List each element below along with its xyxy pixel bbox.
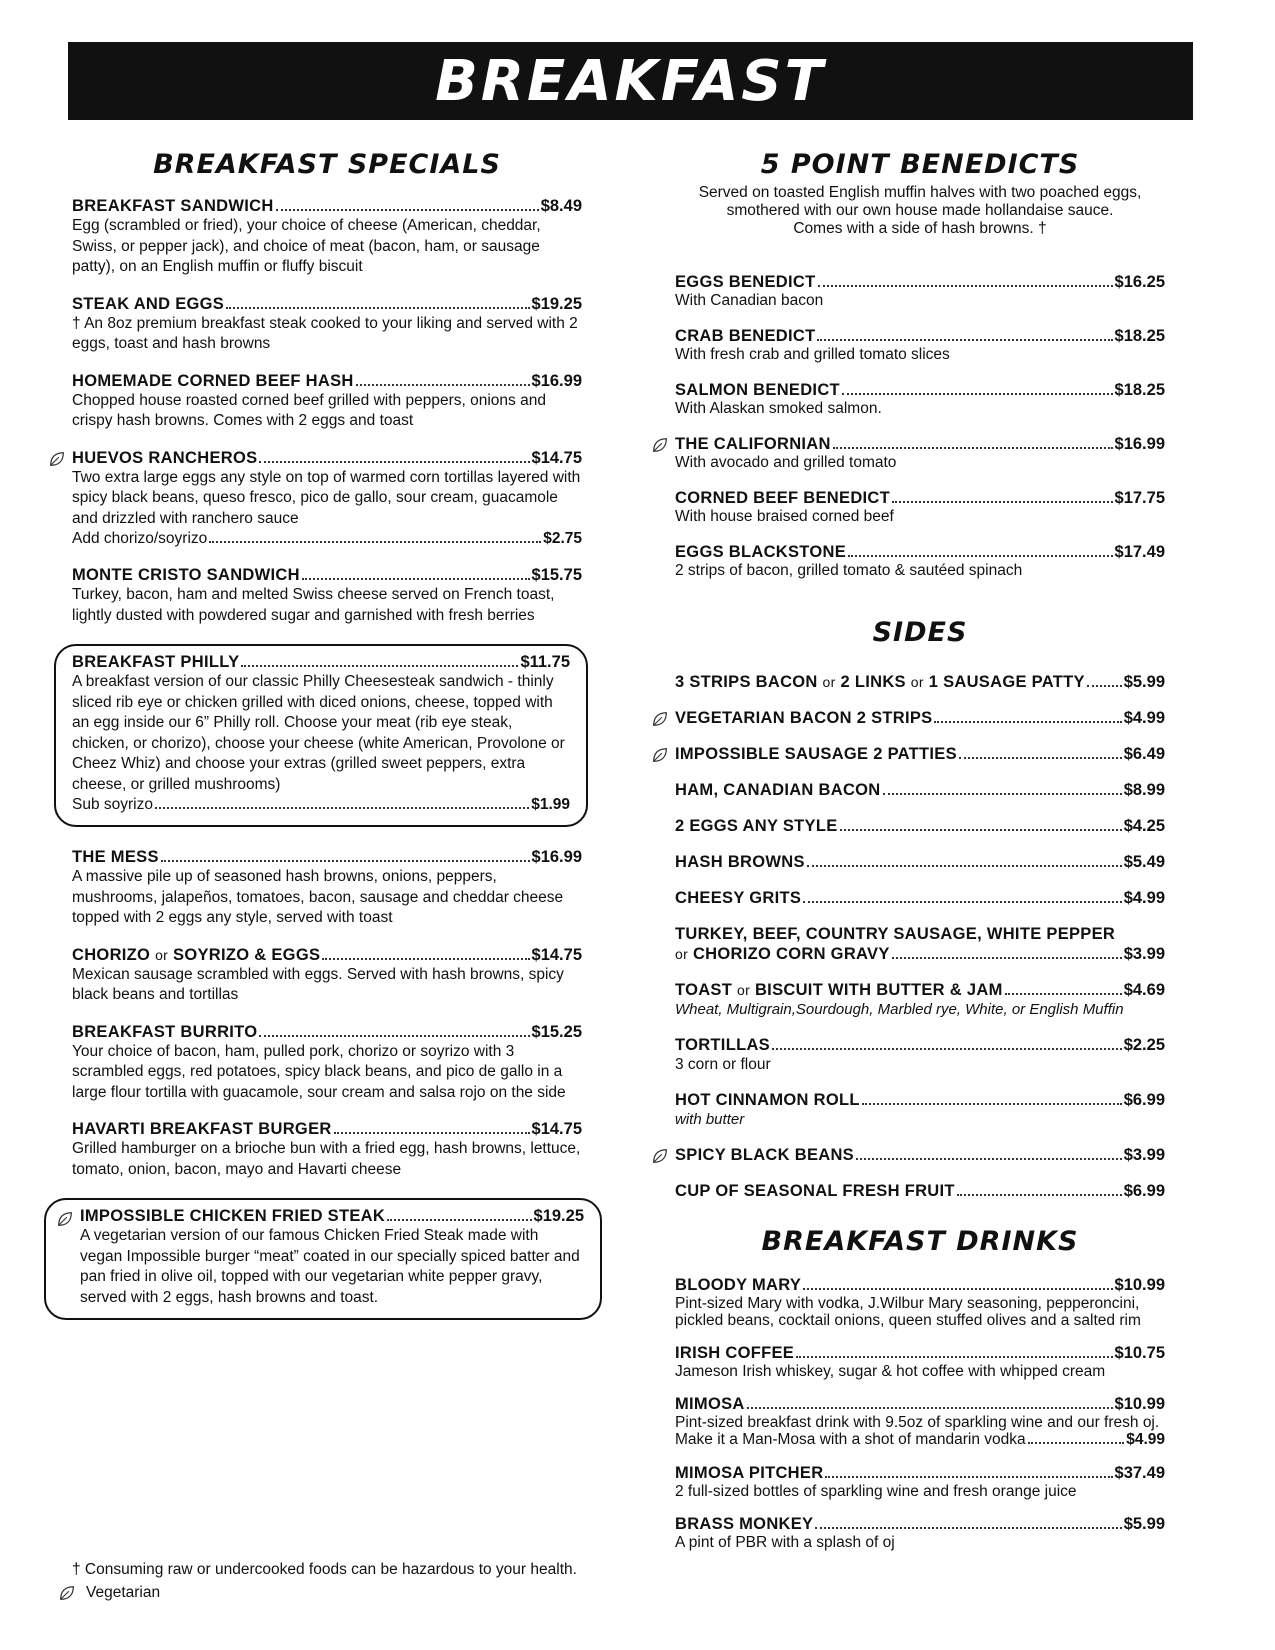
item-price: $6.99 <box>1123 1091 1165 1109</box>
leader-dots <box>892 957 1122 959</box>
leaf-icon <box>651 1147 669 1165</box>
legend-label: Vegetarian <box>86 1584 161 1601</box>
item-name: IRISH COFFEE <box>675 1344 795 1362</box>
menu-item <box>675 1035 1165 1074</box>
item-price: $16.99 <box>531 371 582 390</box>
page-banner <box>68 42 1193 120</box>
item-price: $3.99 <box>1123 945 1165 963</box>
item-name: HASH BROWNS <box>675 853 805 871</box>
addon-label: Add chorizo/soyrizo <box>72 530 208 547</box>
menu-item <box>675 1275 1165 1329</box>
leader-dots <box>842 393 1113 395</box>
item-description: 2 full-sized bottles of sparkling wine and fresh orange juice <box>675 1483 1077 1500</box>
menu-item <box>675 852 1165 872</box>
menu-item <box>675 488 1165 526</box>
item-price: $19.25 <box>533 1207 584 1225</box>
addon-price: $4.99 <box>1126 1431 1165 1448</box>
item-name: 2 EGGS ANY STYLE <box>675 817 838 835</box>
item-name: THE CALIFORNIAN <box>675 435 831 453</box>
menu-item <box>675 924 1165 964</box>
item-name: THE MESS <box>72 848 159 866</box>
item-name: STEAK AND EGGS <box>72 294 225 313</box>
leader-dots <box>1028 1442 1125 1444</box>
item-description: A breakfast version of our classic Philly Cheesesteak sandwich - thinly sliced rib eye or chicken grilled with diced onions, cheese, topped with an egg inside our 6” Philly roll. Choose your meat (rib eye steak, chicken, or chorizo), choose your cheese (white American, Provolone or Cheez Whiz) and choose your extras (grilled sweet peppers, extra cheese, or grilled mushrooms) <box>72 673 565 793</box>
item-description: Your choice of bacon, ham, pulled pork, chorizo or soyrizo with 3 scrambled eggs, red potatoes, spicy black beans, and pico de gallo in a large flour tortilla with guacamole, sour cream and salsa rojo on the side <box>72 1042 566 1101</box>
menu-item <box>675 1343 1165 1380</box>
leader-dots <box>862 1103 1122 1105</box>
leader-dots <box>772 1048 1122 1050</box>
item-name: HAM, CANADIAN BACON <box>675 781 881 799</box>
item-price: $10.99 <box>1114 1276 1165 1294</box>
leader-dots <box>796 1356 1112 1358</box>
item-description: A pint of PBR with a splash of oj <box>675 1534 895 1551</box>
leader-dots <box>818 285 1113 287</box>
sides-title: SIDES <box>872 617 968 648</box>
item-price: $17.75 <box>1114 489 1165 507</box>
item-price: $16.99 <box>531 848 582 866</box>
right-column <box>675 148 1165 1551</box>
menu-item <box>72 1022 582 1104</box>
leaf-icon <box>651 746 669 764</box>
item-name-part: TOAST <box>675 981 733 999</box>
footer-note: † Consuming raw or undercooked foods can be hazardous to your health. <box>72 1561 577 1578</box>
item-name: CHEESY GRITS <box>675 889 802 907</box>
leader-dots <box>957 1194 1122 1196</box>
addon-label: Sub soyrizo <box>72 796 153 813</box>
benedicts-title: 5 POINT BENEDICTS <box>760 149 1080 180</box>
item-name: EGGS BLACKSTONE <box>675 543 847 561</box>
menu-item <box>675 672 1165 692</box>
menu-item <box>72 565 582 626</box>
item-description: Egg (scrambled or fried), your choice of cheese (American, cheddar, Swiss, or pepper jack), and choice of meat (bacon, ham, or sausage patty), on an English muffin or fluffy biscuit <box>72 217 541 275</box>
leader-dots <box>226 307 529 309</box>
item-description: With avocado and grilled tomato <box>675 454 897 471</box>
item-name-part: 1 SAUSAGE PATTY <box>928 673 1085 691</box>
item-name <box>72 945 320 965</box>
item-name: IMPOSSIBLE CHICKEN FRIED STEAK <box>80 1207 386 1225</box>
leader-dots <box>356 384 530 386</box>
item-price: $10.75 <box>1114 1344 1165 1362</box>
menu-item <box>72 945 582 1006</box>
leader-dots <box>302 578 530 580</box>
item-price: $5.99 <box>1123 1515 1165 1533</box>
item-name: SPICY BLACK BEANS <box>675 1146 854 1164</box>
item-price: $11.75 <box>520 653 570 671</box>
item-price: $5.99 <box>1123 673 1165 691</box>
specials-title: BREAKFAST SPECIALS <box>153 149 501 180</box>
benedicts-list <box>675 272 1165 580</box>
item-name: BLOODY MARY <box>675 1276 802 1294</box>
featured-item-box <box>44 1198 602 1320</box>
menu-item <box>675 326 1165 364</box>
menu-item <box>675 1514 1165 1551</box>
leader-dots <box>334 1132 530 1134</box>
item-name <box>675 672 1085 692</box>
item-name-part: 2 LINKS <box>840 673 906 691</box>
item-name <box>675 980 1003 1000</box>
item-name: BREAKFAST PHILLY <box>72 653 240 671</box>
item-description: A massive pile up of seasoned hash browns, onions, peppers, mushrooms, jalapeños, tomatoes, bacon, sausage and cheddar cheese topped with 2 eggs any style, served with toast <box>72 868 564 926</box>
item-description: Jameson Irish whiskey, sugar & hot coffee with whipped cream <box>675 1363 1106 1380</box>
leader-dots <box>322 958 529 960</box>
drinks-list <box>675 1275 1165 1551</box>
item-name: HUEVOS RANCHEROS <box>72 448 258 467</box>
addon-price: $1.99 <box>531 796 570 813</box>
leader-dots <box>161 860 530 862</box>
item-price: $37.49 <box>1114 1464 1165 1482</box>
intro-line: Served on toasted English muffin halves with two poached eggs, <box>698 184 1142 201</box>
item-name: BREAKFAST SANDWICH <box>72 197 274 215</box>
item-name <box>675 944 890 964</box>
featured-item-box <box>54 644 588 827</box>
menu-item <box>675 980 1165 1019</box>
leader-dots <box>155 807 529 809</box>
item-name: MIMOSA PITCHER <box>675 1464 824 1482</box>
item-description: Turkey, bacon, ham and melted Swiss cheese served on French toast, lightly dusted with powdered sugar and garnished with fresh berries <box>72 586 555 624</box>
item-description: Two extra large eggs any style on top of warmed corn tortillas layered with spicy black beans, queso fresco, pico de gallo, sour cream, guacamole and drizzled with ranchero sauce <box>72 468 581 527</box>
item-name-part: BISCUIT WITH BUTTER & JAM <box>754 981 1003 999</box>
item-description: with butter <box>675 1111 745 1128</box>
menu-item <box>675 542 1165 580</box>
item-description: Mexican sausage scrambled with eggs. Served with hash browns, spicy black beans and tortillas <box>72 965 564 1003</box>
addon-price: $2.75 <box>543 530 582 547</box>
item-price: $5.49 <box>1123 853 1165 871</box>
benedicts-intro <box>675 184 1165 238</box>
leader-dots <box>1005 993 1122 995</box>
item-description: Wheat, Multigrain,Sourdough, Marbled rye, White, or English Muffin <box>675 1001 1124 1018</box>
leader-dots <box>241 665 518 667</box>
item-description: Grilled hamburger on a brioche bun with a fried egg, hash browns, lettuce, tomato, onion, bacon, mayo and Havarti cheese <box>72 1140 581 1178</box>
or-word: or <box>675 946 689 962</box>
item-price: $18.25 <box>1114 327 1165 345</box>
menu-item <box>675 1394 1165 1449</box>
menu-item <box>675 272 1165 310</box>
leader-dots <box>803 1288 1112 1290</box>
menu-item <box>675 1090 1165 1129</box>
item-name: MIMOSA <box>675 1395 745 1413</box>
item-name: CUP OF SEASONAL FRESH FRUIT <box>675 1182 955 1200</box>
menu-item <box>72 1119 582 1180</box>
menu-item <box>675 1181 1165 1201</box>
leader-dots <box>747 1407 1113 1409</box>
or-word: or <box>822 674 836 690</box>
item-name: CRAB BENEDICT <box>675 327 816 345</box>
footer <box>72 1558 632 1604</box>
item-description: With Canadian bacon <box>675 292 824 309</box>
intro-line: Comes with a side of hash browns. † <box>793 220 1047 237</box>
item-price: $2.25 <box>1123 1036 1165 1054</box>
item-name-part: CHORIZO CORN GRAVY <box>692 945 890 963</box>
item-price: $15.25 <box>531 1022 582 1041</box>
item-price: $15.75 <box>531 566 582 584</box>
item-name: HAVARTI BREAKFAST BURGER <box>72 1120 332 1138</box>
item-name-part: CHORIZO <box>72 945 151 964</box>
menu-item <box>675 1463 1165 1500</box>
item-price: $16.25 <box>1114 273 1165 291</box>
item-name: CORNED BEEF BENEDICT <box>675 489 891 507</box>
leaf-icon <box>651 710 669 728</box>
item-price: $8.99 <box>1123 781 1165 799</box>
item-name: BRASS MONKEY <box>675 1515 814 1533</box>
menu-item <box>675 380 1165 418</box>
item-name-part: SOYRIZO & EGGS <box>173 945 321 964</box>
item-price: $14.75 <box>531 945 582 964</box>
page-title: BREAKFAST <box>435 48 826 114</box>
item-price: $19.25 <box>531 294 582 313</box>
item-name: TURKEY, BEEF, COUNTRY SAUSAGE, WHITE PEPPER <box>675 925 1116 943</box>
item-price: $4.69 <box>1123 981 1165 999</box>
leader-dots <box>803 901 1122 903</box>
item-description: 3 corn or flour <box>675 1056 771 1073</box>
item-price: $4.99 <box>1123 709 1165 727</box>
item-price: $3.99 <box>1123 1146 1165 1164</box>
item-price: $14.75 <box>531 448 582 467</box>
leaf-icon <box>56 1210 74 1228</box>
menu-item <box>72 196 582 278</box>
item-price: $4.99 <box>1123 889 1165 907</box>
menu-item <box>675 1145 1165 1165</box>
item-name: IMPOSSIBLE SAUSAGE 2 PATTIES <box>675 745 957 763</box>
leader-dots <box>856 1158 1122 1160</box>
item-description: With Alaskan smoked salmon. <box>675 400 882 417</box>
leader-dots <box>807 865 1122 867</box>
leader-dots <box>892 501 1113 503</box>
item-name: HOT CINNAMON ROLL <box>675 1091 860 1109</box>
item-price: $6.49 <box>1123 745 1165 763</box>
or-word: or <box>155 946 169 963</box>
leader-dots <box>276 209 539 211</box>
item-price: $8.49 <box>540 197 582 215</box>
footer-legend <box>72 1581 632 1604</box>
item-description: Chopped house roasted corned beef grilled with peppers, onions and crispy hash browns. Comes with 2 eggs and toast <box>72 391 546 429</box>
menu-item <box>72 294 582 355</box>
item-description: A vegetarian version of our famous Chicken Fried Steak made with vegan Impossible burger “meat” coated in our specially spiced batter and pan fried in olive oil, topped with our vegetarian white pepper gravy, served with 2 eggs, hash browns and toast. <box>80 1227 580 1306</box>
item-name: SALMON BENEDICT <box>675 381 840 399</box>
item-price: $6.99 <box>1123 1182 1165 1200</box>
item-price: $16.99 <box>1114 435 1165 453</box>
leaf-icon <box>651 436 669 454</box>
item-name: EGGS BENEDICT <box>675 273 816 291</box>
intro-line: smothered with our own house made hollandaise sauce. <box>726 202 1114 219</box>
leader-dots <box>959 757 1122 759</box>
menu-item <box>72 847 582 929</box>
leader-dots <box>840 829 1122 831</box>
leader-dots <box>259 1035 529 1037</box>
leader-dots <box>387 1219 531 1221</box>
menu-item <box>675 708 1165 728</box>
or-word: or <box>737 982 751 998</box>
menu-item <box>72 448 582 550</box>
leader-dots <box>934 721 1121 723</box>
item-name: TORTILLAS <box>675 1036 770 1054</box>
sides-list <box>675 672 1165 1201</box>
item-description: † An 8oz premium breakfast steak cooked to your liking and served with 2 eggs, toast and hash browns <box>72 314 578 352</box>
menu-item <box>675 434 1165 472</box>
leaf-icon <box>48 450 66 468</box>
menu-item <box>675 816 1165 836</box>
drinks-title: BREAKFAST DRINKS <box>761 1226 1079 1257</box>
leader-dots <box>825 1476 1112 1478</box>
item-name: MONTE CRISTO SANDWICH <box>72 566 300 584</box>
leader-dots <box>259 461 529 463</box>
menu-item <box>72 371 582 432</box>
specials-column <box>72 148 582 1320</box>
item-description: Pint-sized Mary with vodka, J.Wilbur Mary seasoning, pepperoncini, pickled beans, cocktail onions, queen stuffed olives and a salted rim <box>675 1295 1141 1329</box>
menu-item <box>675 744 1165 764</box>
item-name-part: 3 STRIPS BACON <box>675 673 818 691</box>
leader-dots <box>209 541 541 543</box>
menu-item <box>675 888 1165 908</box>
item-description: With house braised corned beef <box>675 508 894 525</box>
leader-dots <box>883 793 1122 795</box>
item-description: Pint-sized breakfast drink with 9.5oz of sparkling wine and our fresh oj. <box>675 1414 1160 1431</box>
leader-dots <box>1087 685 1122 687</box>
item-description: 2 strips of bacon, grilled tomato & sautéed spinach <box>675 562 1023 579</box>
menu-item <box>675 780 1165 800</box>
leaf-icon <box>58 1584 76 1602</box>
leader-dots <box>817 339 1112 341</box>
addon-label: Make it a Man-Mosa with a shot of mandarin vodka <box>675 1431 1026 1448</box>
item-name: HOMEMADE CORNED BEEF HASH <box>72 371 354 390</box>
item-price: $17.49 <box>1114 543 1165 561</box>
item-price: $4.25 <box>1123 817 1165 835</box>
item-price: $18.25 <box>1114 381 1165 399</box>
leader-dots <box>848 555 1112 557</box>
item-description: With fresh crab and grilled tomato slices <box>675 346 950 363</box>
or-word: or <box>910 674 924 690</box>
item-price: $10.99 <box>1114 1395 1165 1413</box>
item-name: VEGETARIAN BACON 2 STRIPS <box>675 709 933 727</box>
leader-dots <box>815 1527 1121 1529</box>
item-price: $14.75 <box>531 1120 582 1138</box>
item-name: BREAKFAST BURRITO <box>72 1022 258 1041</box>
leader-dots <box>833 447 1113 449</box>
